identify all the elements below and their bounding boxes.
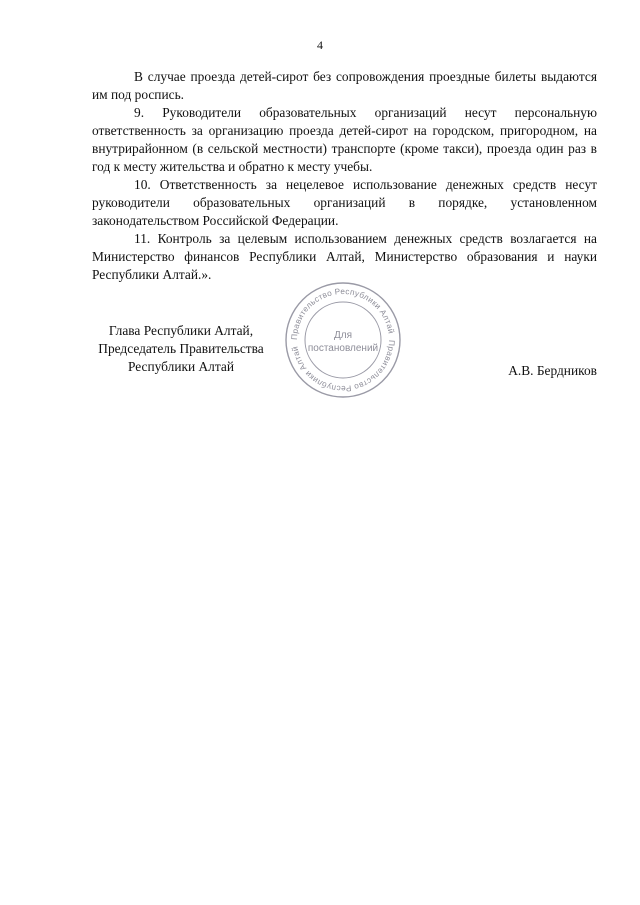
signatory-title-line2: Председатель Правительства	[98, 341, 264, 356]
signatory-title-line1: Глава Республики Алтай,	[108, 323, 254, 338]
page-number: 4	[317, 38, 323, 52]
stamp-center-line1: Для	[333, 330, 353, 341]
stamp-ring-text-repeat: Правительство Республики Алтай	[290, 339, 397, 394]
stamp-ring-text: Правительство Республики Алтай	[289, 286, 396, 341]
signatory-name: А.В. Бердников	[508, 363, 597, 378]
signatory-title	[92, 322, 270, 376]
document-body	[92, 68, 597, 284]
paragraph-10-misuse: 10. Ответственность за нецелевое использование денежных средств несут руководители образовательных организаций в порядке, установленном законодательством Российской Федерации.	[92, 177, 597, 228]
paragraph-9-responsibility: 9. Руководители образовательных организаций несут персональную ответственность за организацию проезда детей-сирот на городском, пригородном, на внутрирайонном (в сельской местности) транспорте (кроме такси), проезда один раз в год к месту жительства и обратно к месту учебы.	[92, 105, 597, 174]
signatory-title-line3: Республики Алтай	[127, 359, 234, 374]
official-seal-stamp	[283, 280, 403, 400]
paragraph-orphan-tickets: В случае проезда детей-сирот без сопровождения проездные билеты выдаются им под роспись.	[92, 69, 597, 102]
paragraph-11-control: 11. Контроль за целевым использованием денежных средств возлагается на Министерство финансов Республики Алтай, Министерство образования и науки Республики Алтай.».	[92, 231, 597, 282]
stamp-center-line2: постановлений	[307, 343, 379, 354]
